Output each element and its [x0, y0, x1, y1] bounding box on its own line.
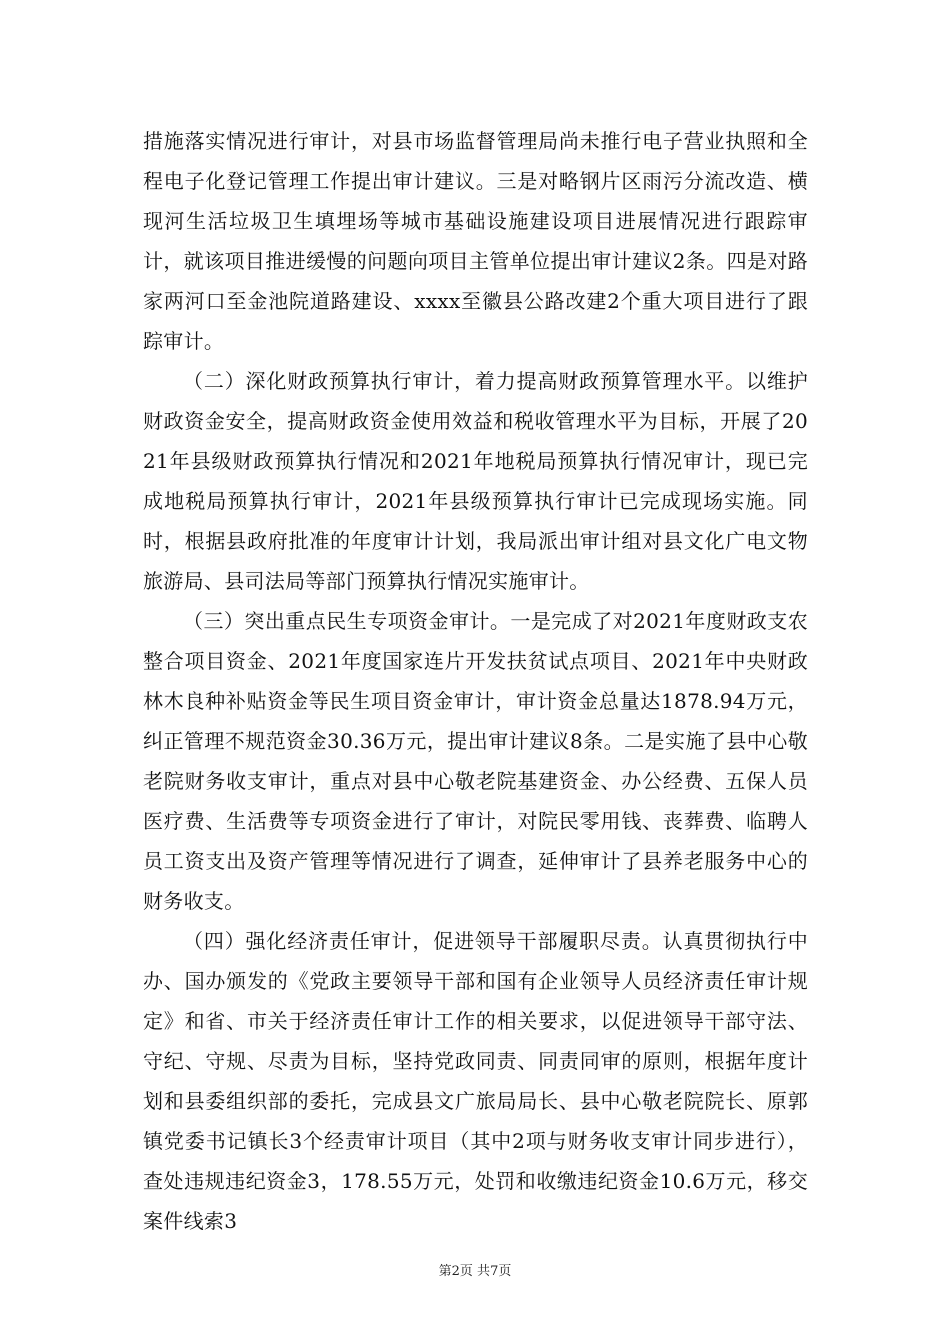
paragraph-3: （三）突出重点民生专项资金审计。一是完成了对2021年度财政支农整合项目资金、2021年度国家连片开发扶贫试点项目、2021年中央财政林木良种补贴资金等民生项目资金审计，审计资金总量达1878.94万元，纠正管理不规范资金30.36万元，提出审计建议8条。二是实施了县中心敬老院财务收支审计，重点对县中心敬老院基建资金、办公经费、五保人员医疗费、生活费等专项资金进行了审计，对院民零用钱、丧葬费、临聘人员工资支出及资产管理等情况进行了调查，延伸审计了县养老服务中心的财务收支。	[143, 609, 808, 913]
footer-suffix: 页	[498, 1264, 512, 1279]
paragraph-4: （四）强化经济责任审计，促进领导干部履职尽责。认真贯彻执行中办、国办颁发的《党政主要领导干部和国有企业领导人员经济责任审计规定》和省、市关于经济责任审计工作的相关要求，以促进领导干部守法、守纪、守规、尽责为目标，坚持党政同责、同责同审的原则，根据年度计划和县委组织部的委托，完成县文广旅局局长、县中心敬老院院长、原郭镇党委书记镇长3个经责审计项目（其中2项与财务收支审计同步进行），查处违规违纪资金3，178.55万元，处罚和收缴违纪资金10.6万元，移交案件线索3	[143, 929, 808, 1233]
paragraph-2: （二）深化财政预算执行审计，着力提高财政预算管理水平。以维护财政资金安全，提高财政资金使用效益和税收管理水平为目标，开展了2021年县级财政预算执行情况和2021年地税局预算执行情况审计，现已完成地税局预算执行审计，2021年县级预算执行审计已完成现场实施。同时，根据县政府批准的年度审计计划，我局派出审计组对县文化广电文物旅游局、县司法局等部门预算执行情况实施审计。	[143, 369, 808, 593]
document-body	[143, 121, 808, 1241]
footer-total-pages: 7	[490, 1264, 499, 1279]
paragraph-1: 措施落实情况进行审计，对县市场监督管理局尚未推行电子营业执照和全程电子化登记管理工作提出审计建议。三是对略钢片区雨污分流改造、横现河生活垃圾卫生填埋场等城市基础设施建设项目进展情况进行跟踪审计，就该项目推进缓慢的问题向项目主管单位提出审计建议2条。四是对路家两河口至金池院道路建设、xxxx至徽县公路改建2个重大项目进行了跟踪审计。	[143, 129, 808, 353]
footer-middle: 页 共	[459, 1264, 491, 1279]
footer-prefix: 第	[438, 1264, 452, 1279]
footer-current-page: 2	[451, 1264, 460, 1279]
page-footer	[0, 1260, 950, 1279]
